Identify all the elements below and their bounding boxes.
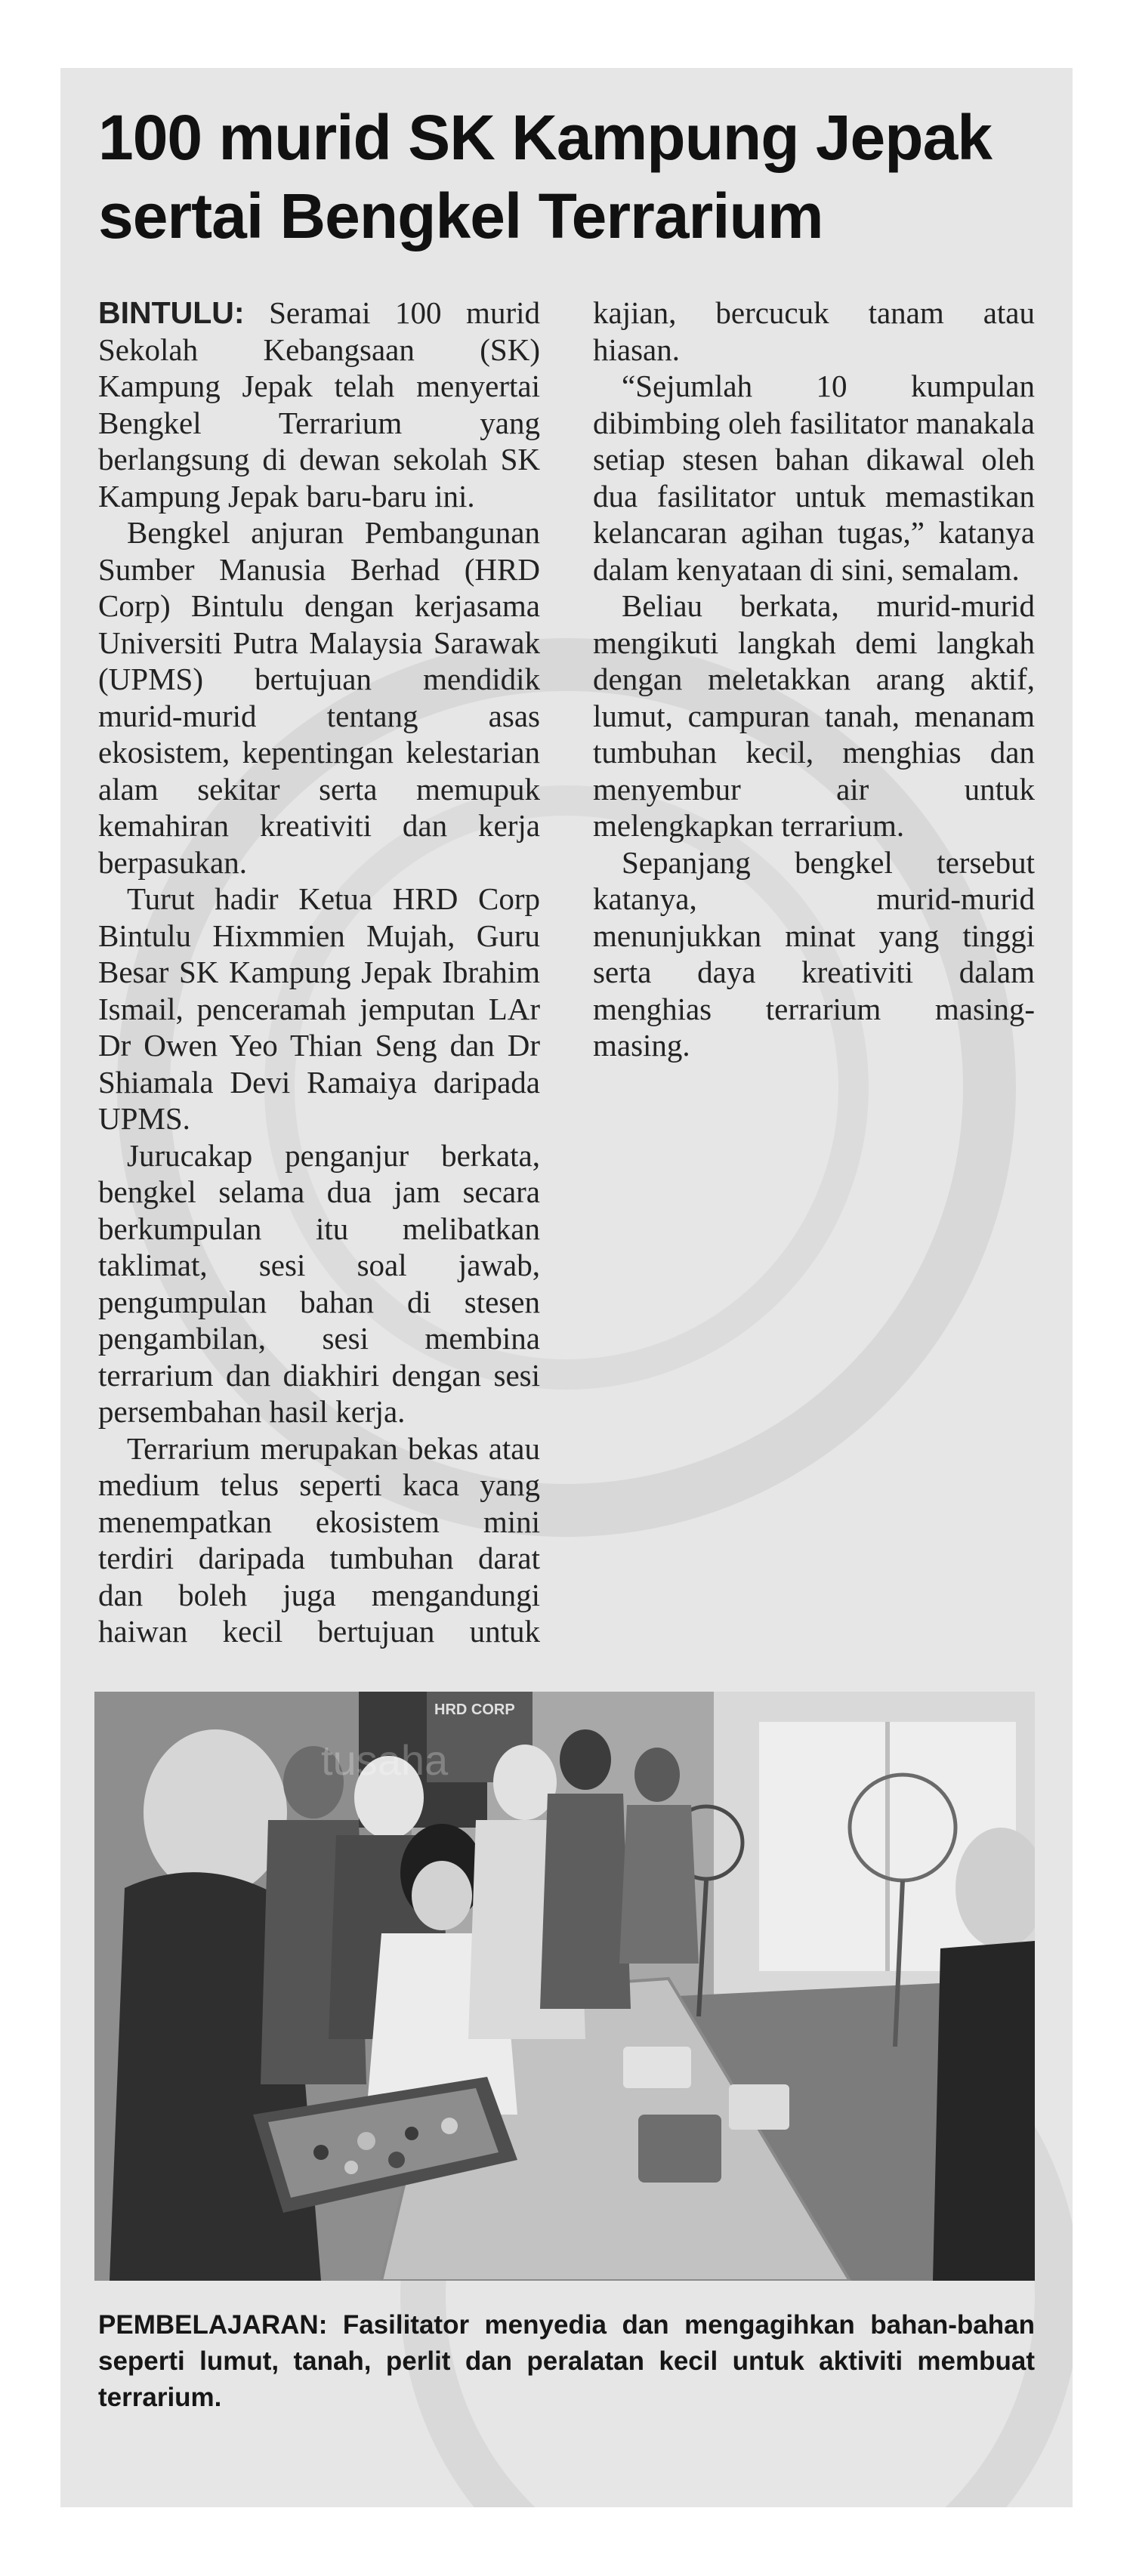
photo-watermark: tusaha	[321, 1736, 449, 1784]
news-photo	[94, 1692, 1035, 2281]
photo-caption	[98, 2307, 1035, 2416]
article-paragraph: “Sejumlah 10 kumpulan dibimbing oleh fasilitator manakala setiap stesen bahan dikawal oleh dua fasilitator untuk memastikan kelancaran agihan tugas,” katanya dalam kenyataan di sini, semalam.	[593, 369, 1035, 587]
article-paragraph: Terrarium merupakan bekas atau medium telus seperti kaca yang menempatkan ekosistem mini terdiri daripada tumbuhan darat dan boleh juga mengandungi haiwan kecil bertujuan untuk kajian, bercucuk tanam atau hiasan.	[98, 295, 1035, 1649]
article-paragraph: Sepanjang bengkel tersebut katanya, murid-murid menunjukkan minat yang tinggi serta daya kreativiti dalam menghias terrarium masing-masing.	[593, 844, 1035, 1063]
headline: 100 murid SK Kampung Jepak sertai Bengkel Terrarium	[98, 102, 993, 251]
article-paragraph: Jurucakap penganjur berkata, bengkel selama dua jam secara berkumpulan itu melibatkan taklimat, sesi soal jawab, pengumpulan bahan di stesen pengambilan, sesi membina terrarium dan diakhiri dengan sesi persembahan hasil kerja.	[98, 1137, 540, 1429]
article-body	[98, 295, 1035, 1714]
caption-label: PEMBELAJARAN:	[98, 2310, 328, 2340]
article-paragraph: Turut hadir Ketua HRD Corp Bintulu Hixmmien Mujah, Guru Besar SK Kampung Jepak Ibrahim Ismail, penceramah jemputan LAr Dr Owen Yeo Thian Seng dan Dr Shiamala Devi Ramaiya daripada UPMS.	[98, 881, 540, 1136]
news-clipping	[60, 68, 1073, 2507]
article-paragraph: Bengkel anjuran Pembangunan Sumber Manusia Berhad (HRD Corp) Bintulu dengan kerjasama Universiti Putra Malaysia Sarawak (UPMS) bertujuan mendidik murid-murid tentang asas ekosistem, kepentingan kelestarian alam sekitar serta memupuk kemahiran kreativiti dan kerja berpasukan.	[98, 515, 540, 880]
article-paragraph: BINTULU: Seramai 100 murid Sekolah Kebangsaan (SK) Kampung Jepak telah menyertai Bengkel Terrarium yang berlangsung di dewan sekolah SK Kampung Jepak baru-baru ini.	[98, 295, 540, 514]
banner-text: HRD CORP	[434, 1701, 515, 1718]
article-paragraph: Beliau berkata, murid-murid mengikuti langkah demi langkah dengan meletakkan arang aktif, lumut, campuran tanah, menanam tumbuhan kecil, menghias dan menyembur air untuk melengkapkan terrarium.	[593, 588, 1035, 843]
caption-text: Fasilitator menyedia dan mengagihkan bahan-bahan seperti lumut, tanah, perlit dan peralatan kecil untuk aktiviti membuat terrarium.	[98, 2310, 1035, 2412]
dateline: BINTULU:	[98, 295, 245, 330]
